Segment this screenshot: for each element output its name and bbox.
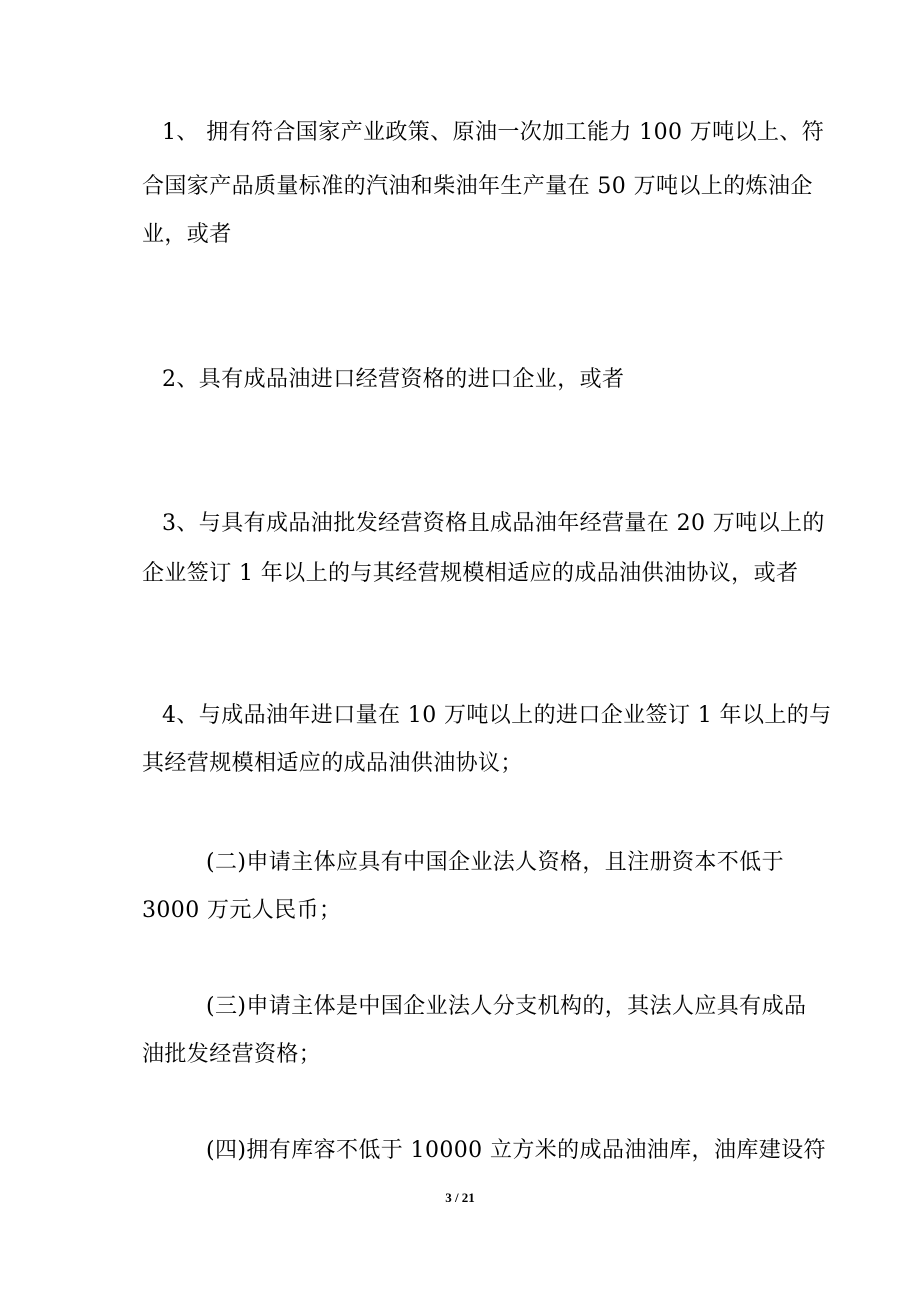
paragraph-1-line-2: 合国家产品质量标准的汽油和柴油年生产量在 50 万吨以上的炼油企 — [142, 174, 813, 199]
paragraph-6-line-1: (三)申请主体是中国企业法人分支机构的，其法人应具有成品 — [206, 994, 807, 1019]
paragraph-7-line-1: (四)拥有库容不低于 10000 立方米的成品油油库，油库建设符 — [206, 1138, 826, 1163]
paragraph-2-line-1: 2、具有成品油进口经营资格的进口企业，或者 — [162, 367, 625, 392]
paragraph-1-line-3: 业，或者 — [142, 222, 232, 247]
paragraph-1-line-1: 1、 拥有符合国家产业政策、原油一次加工能力 100 万吨以上、符 — [162, 120, 825, 145]
paragraph-3-line-2: 企业签订 1 年以上的与其经营规模相适应的成品油供油协议，或者 — [142, 561, 799, 586]
paragraph-3-line-1: 3、与具有成品油批发经营资格且成品油年经营量在 20 万吨以上的 — [162, 511, 825, 536]
paragraph-4-line-2: 其经营规模相适应的成品油供油协议； — [142, 751, 523, 776]
paragraph-5-line-2: 3000 万元人民币； — [142, 898, 342, 923]
paragraph-5-line-1: (二)申请主体应具有中国企业法人资格，且注册资本不低于 — [206, 850, 784, 875]
paragraph-6-line-2: 油批发经营资格； — [142, 1042, 322, 1067]
page-number: 3 / 21 — [445, 1190, 475, 1205]
paragraph-4-line-1: 4、与成品油年进口量在 10 万吨以上的进口企业签订 1 年以上的与 — [162, 703, 832, 728]
